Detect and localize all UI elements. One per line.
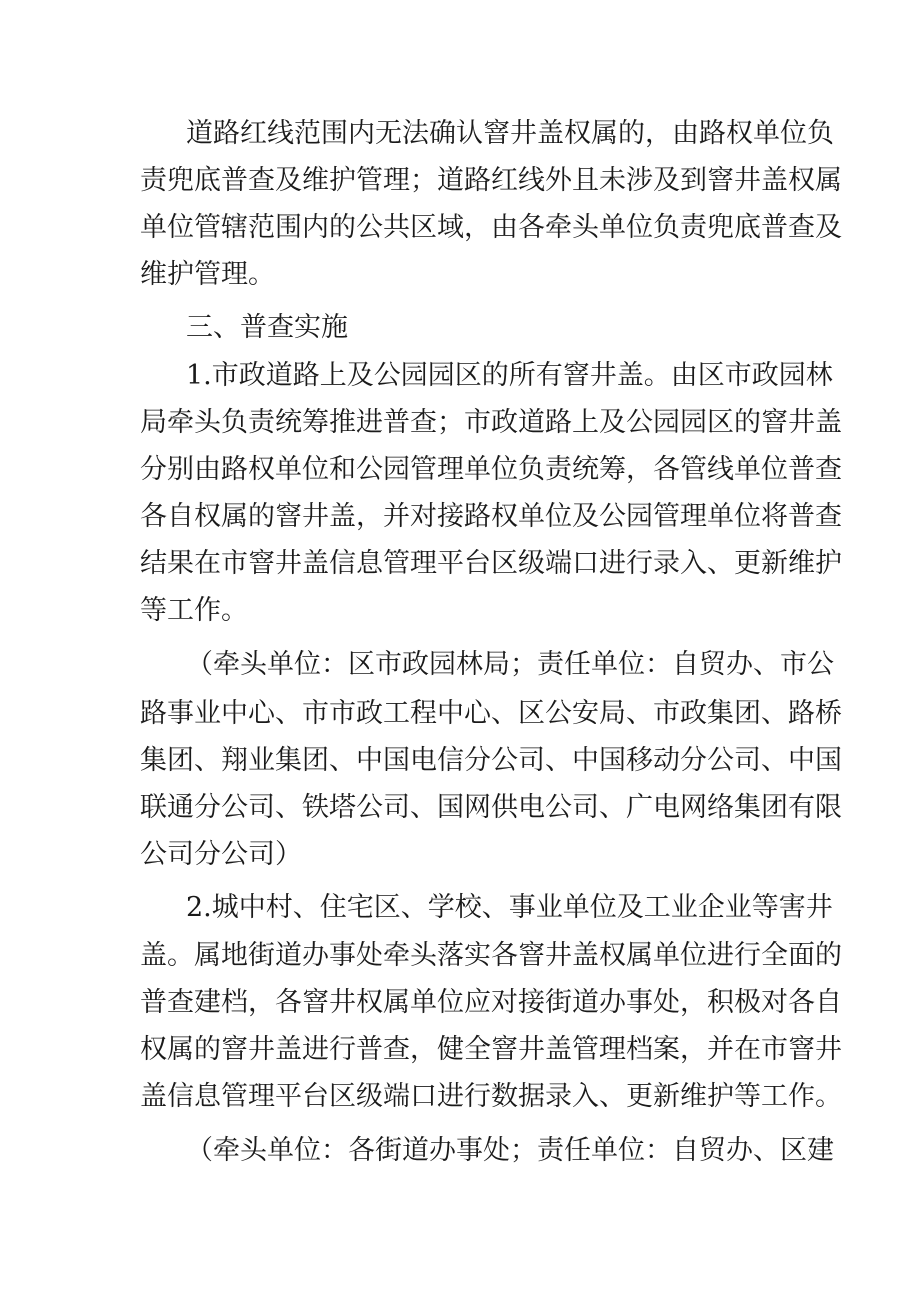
text-line: 分别由路权单位和公园管理单位负责统筹，各管线单位普查: [140, 454, 842, 485]
text-line: 维护管理。: [140, 259, 275, 290]
text-line: 等工作。: [140, 595, 248, 626]
text-line: 权属的窨井盖进行普查，健全窨井盖管理档案，并在市窨井: [140, 1034, 842, 1065]
text-line: 公司分公司）: [140, 839, 302, 870]
text-line: 责兜底普查及维护管理；道路红线外且未涉及到窨井盖权属: [140, 165, 842, 196]
text-line: 单位管辖范围内的公共区域，由各牵头单位负责兜底普查及: [140, 212, 842, 243]
text-line: 道路红线范围内无法确认窨井盖权属的，由路权单位负: [186, 118, 834, 149]
text-line: 结果在市窨井盖信息管理平台区级端口进行录入、更新维护: [140, 548, 842, 579]
text-line: 1.市政道路上及公园园区的所有窨井盖。由区市政园林: [186, 360, 833, 391]
text-line: 局牵头负责统筹推进普查；市政道路上及公园园区的窨井盖: [140, 407, 842, 438]
text-line: 盖。属地街道办事处牵头落实各窨井盖权属单位进行全面的: [140, 940, 842, 971]
text-line: 集团、翔业集团、中国电信分公司、中国移动分公司、中国: [140, 745, 842, 776]
text-line: （牵头单位：各街道办事处；责任单位：自贸办、区建: [186, 1135, 834, 1166]
text-line: 普查建档，各窨井权属单位应对接街道办事处，积极对各自: [140, 987, 842, 1018]
text-line: 盖信息管理平台区级端口进行数据录入、更新维护等工作。: [140, 1081, 842, 1112]
text-line: 2.城中村、住宅区、学校、事业单位及工业企业等害井: [186, 892, 833, 923]
section-heading: 三、普查实施: [186, 312, 348, 343]
text-line: 联通分公司、铁塔公司、国网供电公司、广电网络集团有限: [140, 792, 842, 823]
text-line: 各自权属的窨井盖，并对接路权单位及公园管理单位将普查: [140, 501, 842, 532]
text-line: 路事业中心、市市政工程中心、区公安局、市政集团、路桥: [140, 698, 842, 729]
text-line: （牵头单位：区市政园林局；责任单位：自贸办、市公: [186, 649, 834, 680]
